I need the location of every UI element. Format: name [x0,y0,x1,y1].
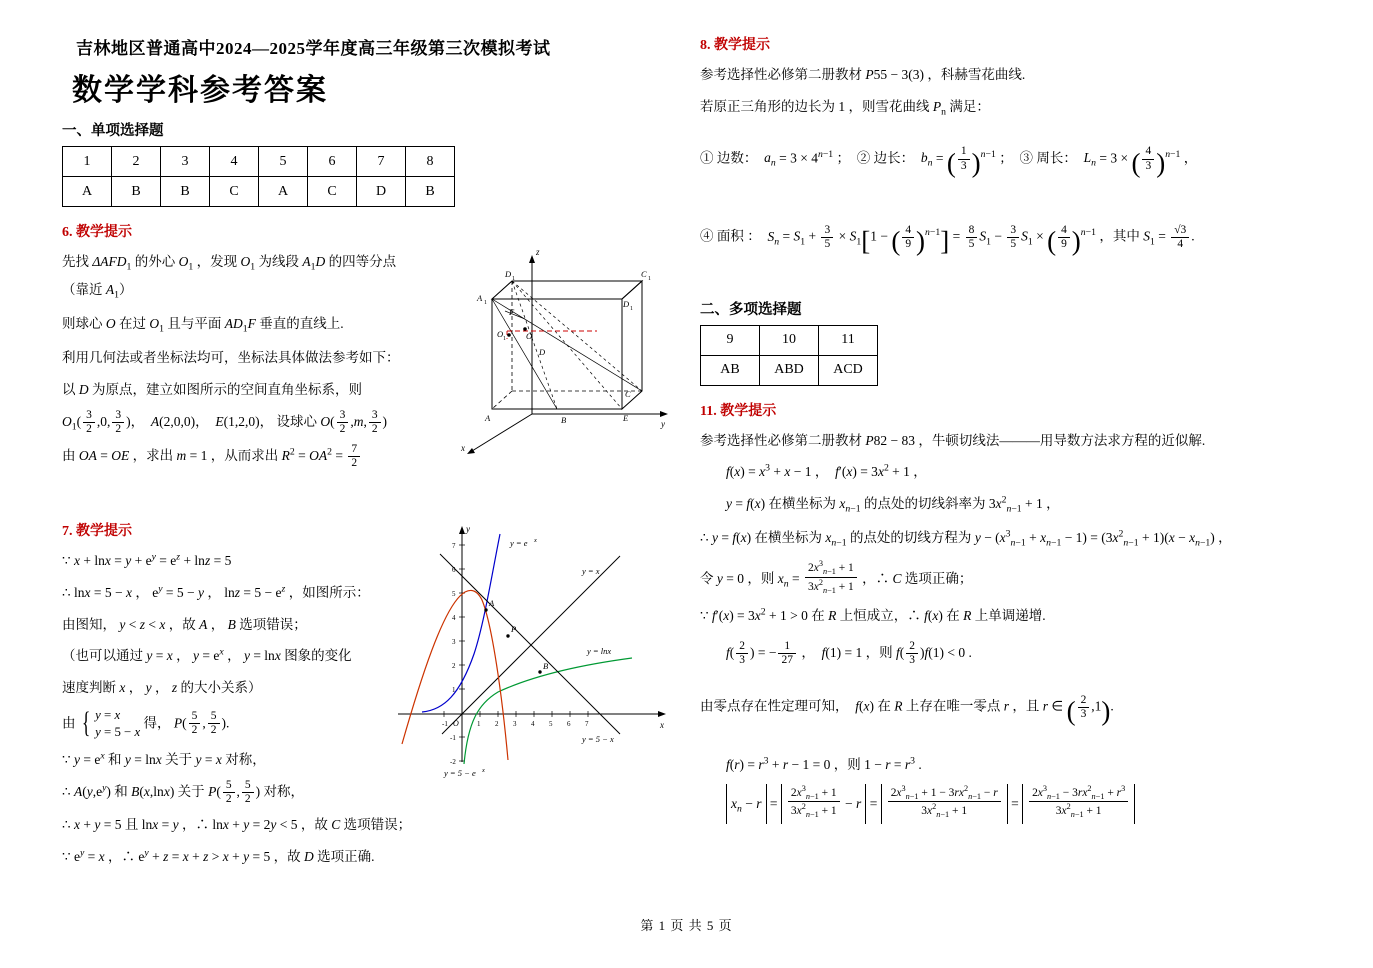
cell-num: 3 [161,147,210,177]
hint-6-line-5: $O_1$( $\frac{3}{2}$ ,0, $\frac{3}{2}$ )， A(2,0,0)， E(1,2,0)， 设球心 O( $\frac{3}{2}$ ,m, $\frac{3}{2}$ ) [62,408,388,435]
svg-text:-1: -1 [450,734,456,742]
svg-text:7: 7 [452,542,456,550]
svg-text:O: O [497,329,504,339]
hint-6-heading: 6. 教学提示 [62,225,132,240]
page-subtitle: 数学学科参考答案 [72,74,328,107]
svg-text:x: x [660,720,664,730]
hint-6-line-2: 则球心 O 在过 $O_1$ 且与平面 $AD_1F$ 垂直的直线上. [62,316,344,335]
svg-text:-2: -2 [450,758,456,766]
cell-num: 5 [259,147,308,177]
cell-ans: C [210,177,259,207]
svg-text:6: 6 [567,720,571,728]
hint-6-line-4: 以 D 为原点，建立如图所示的空间直角坐标系，则 [62,382,362,398]
svg-text:A: A [477,293,483,303]
hint-11-heading: 11. 教学提示 [700,403,777,419]
svg-text:C: C [641,269,647,279]
hint-7-line-6: 由 { y = x y = 5 − x 得， P( $\frac{5}{2}$ , $\frac{5}{2}$ ). [62,706,230,739]
hint-7-line-4: （也可以通过 y = x ， $y = e^x$ ， y = lnx 图象的变化 [62,646,352,664]
cell-num: 11 [819,325,878,355]
hint-8-line-3: ① 边数： $a_n = 3 \times 4^{n-1}$ ； ② 边长： $b_n$ = ( $\frac{1}{3}$ )$^{n-1}$ ； ③ 周长： $L_n = 3$ × ( $\frac{4}{3}$ )$^{n-1}$ ， [700,145,1198,178]
hint-7-line-3: 由图知， y < z < x ，故 A ， B 选项错误； [62,616,307,632]
svg-text:x: x [482,767,485,774]
section-multi-choice-heading: 二、多项选择题 [700,301,802,318]
svg-text:x: x [534,537,537,544]
cell-num: 6 [308,147,357,177]
multi-choice-answer-table [700,325,878,386]
svg-text:5: 5 [452,590,456,598]
cell-ans: AB [701,355,760,385]
table-row [63,147,455,177]
hint-8-line-4: ④ 面积 ： $S_n = S_1$ + $\frac{3}{5}$ × $S_1[1$ − ( $\frac{4}{9}$ )$^{n-1}$] = $\frac{8}{5}$ $S_1$ − $\frac{3}{5}$ $S_1$ × ( $\frac{4}{9}$ )$^{n-1}$ ，其中 $S_1$ = $\frac{√3}{4}$ . [700,223,1195,256]
single-choice-answer-table [62,146,455,207]
svg-text:1: 1 [477,720,481,728]
function-graph-diagram [382,514,682,784]
svg-text:A: A [489,598,495,608]
svg-text:5: 5 [549,720,553,728]
hint-11-line-6: ∵ $f'(x) = 3x^2 + 1 > 0$ 在 R 上恒成立，∴ f(x) 在 R 上单调递增. [700,606,1046,624]
cell-num: 1 [63,147,112,177]
svg-text:x: x [461,443,465,453]
table-row [701,355,878,385]
svg-text:D: D [623,299,630,309]
hint-11-line-4: ∴ y = f(x) 在横坐标为 $x_{n-1}$ 的点处的切线方程为 $y - (x^3_{n-1} + x_{n-1} - 1) = (3x^2_{n-1} + 1)(x - x_{n-1})$ ， [700,528,1232,549]
section-single-choice-heading: 一、单项选择题 [62,123,164,139]
svg-text:A: A [485,413,491,423]
svg-text:y = 5 − x: y = 5 − x [582,734,614,744]
svg-text:D: D [539,347,546,357]
table-row [63,177,455,207]
cell-ans: A [259,177,308,207]
svg-text:1: 1 [630,306,633,312]
hint-11-line-7: f( $\frac{2}{3}$ ) = − $\frac{1}{27}$ ， f(1) = 1 ，则 f( $\frac{2}{3}$ )f(1) < 0 . [726,639,972,667]
svg-text:6: 6 [452,566,456,574]
cube-diagram [437,239,682,459]
hint-7-line-10: ∵ $e^y = x$ ，∴ $e^y + z = x + z > x + y = 5$ ，故 D 选项正确. [62,847,375,864]
svg-text:E: E [623,413,629,423]
hint-7-line-1: ∵ $x + \ln x = y + e^y = e^z + \ln z = 5$ [62,551,232,569]
svg-text:C: C [625,389,631,399]
hint-11-line-3: y = f(x) 在横坐标为 $x_{n-1}$ 的点处的切线斜率为 $3x^2_{n-1} + 1$ ， [726,494,1060,515]
cell-num: 9 [701,325,760,355]
svg-text:2: 2 [452,662,456,670]
hint-7-heading: 7. 教学提示 [62,524,132,540]
svg-text:P: P [511,624,517,634]
svg-text:4: 4 [531,720,535,728]
hint-6-line-6: 由 OA = OE ，求出 m = 1 ，从而求出 $R^2 = OA^2$ = $\frac{7}{2}$ [62,443,422,470]
hint-8-line-2: 若原正三角形的边长为 1 ，则雪花曲线 $P_n$ 满足： [700,98,990,118]
svg-text:1: 1 [484,300,487,306]
svg-text:y = x: y = x [582,566,600,576]
svg-text:2: 2 [495,720,499,728]
svg-text:y: y [661,419,665,429]
svg-text:y = e: y = e [510,538,528,548]
hint-8-line-1: 参考选择性必修第二册教材 P55 − 3(3) ，科赫雪花曲线. [700,67,1026,82]
cell-ans: B [161,177,210,207]
hint-7-line-2: ∴ lnx = 5 − x ， $e^y = 5 - y$ ， $\ln z = 5 - e^z$ ，如图所示： [62,583,370,600]
svg-text:y = lnx: y = lnx [587,646,612,656]
hint-11-line-1: 参考选择性必修第二册教材 P82 − 83 ，牛顿切线法———用导数方法求方程的近似解. [700,432,1206,448]
svg-text:3: 3 [513,720,517,728]
cell-num: 7 [357,147,406,177]
svg-text:3: 3 [452,638,456,646]
right-column [700,34,1320,830]
cell-num: 10 [760,325,819,355]
hint-7-line-7: ∵ $y = e^x$ 和 y = lnx 关于 y = x 对称， [62,750,266,768]
left-column [62,34,682,876]
cell-num: 4 [210,147,259,177]
cell-num: 8 [406,147,455,177]
hint-7-line-9: ∴ x + y = 5 且 lnx = y ，∴ lnx + y = 2y < 5 ，故 C 选项错误； [62,817,412,833]
hint-8-heading: 8. 教学提示 [700,38,770,53]
cell-ans: C [308,177,357,207]
cell-ans: B [112,177,161,207]
page-footer: 第 1 页 共 5 页 [640,918,733,933]
svg-text:D: D [505,269,512,279]
hint-7-line-8: ∴ $A(y,e^y)$ 和 B(x,lnx) 关于 P( $\frac{5}{2}$ , $\frac{5}{2}$ ) 对称， [62,778,305,806]
cell-ans: D [357,177,406,207]
hint-11-line-5: 令 y = 0 ，则 $x_n$ = $\frac{2x^3_{n-1} + 1}{3x^2_{n-1} + 1}$ ，∴ C 选项正确； [700,559,973,595]
hint-11-line-2: $f(x) = x^3 + x - 1$ ， $f'(x) = 3x^2 + 1$ ， [726,462,927,480]
svg-text:z: z [536,247,540,257]
svg-text:y = 5 − e: y = 5 − e [444,768,476,778]
svg-text:O: O [526,331,533,341]
cell-ans: A [63,177,112,207]
hint-6-line-1: 先找 $\Delta AFD_1$ 的外心 $O_1$ ，发现 $O_1$ 为线段 $A_1D$ 的四等分点（靠近 $A_1$） [62,254,397,301]
cell-ans: ABD [760,355,819,385]
svg-text:4: 4 [452,614,456,622]
svg-text:7: 7 [585,720,589,728]
svg-text:O: O [453,719,459,728]
svg-text:B: B [561,415,567,425]
cell-ans: ACD [819,355,878,385]
hint-11-line-8: 由零点存在性定理可知， f(x) 在 R 上存在唯一零点 r ，且 r ∈ ( $\frac{2}{3}$ ,1). [700,693,1114,726]
svg-text:-1: -1 [442,720,448,728]
svg-text:1: 1 [648,276,651,282]
hint-7-line-5: 速度判断 x ， y ， z 的大小关系） [62,679,262,695]
hint-11-line-9: $f(r) = r^3 + r - 1 = 0$ ，则 $1 - r = r^3$ . [726,755,922,773]
cell-ans: B [406,177,455,207]
table-row [701,325,878,355]
hint-11-line-10: $x_n - r$ = $\frac{2x^3_{n-1} + 1}{3x^2_{n-1} + 1}$ − r = $\frac{2x^3_{n-1} + 1 - 3rx^2_{n-1} - r}{3x^2_{n-1} + 1}$ = $\frac{2x^3_{n-1} - 3rx^2_{n-1} + r^3}{3x^2_{n-1} + 1}$ [726,784,1320,825]
cell-num: 2 [112,147,161,177]
hint-6-line-3: 利用几何法或者坐标法均可，坐标法具体做法参考如下： [62,350,400,366]
page-title: 吉林地区普通高中2024—2025学年度高三年级第三次模拟考试 [76,39,551,58]
svg-text:y: y [466,524,470,534]
svg-text:F: F [509,307,515,317]
svg-text:1: 1 [452,686,456,694]
svg-text:B: B [543,661,549,671]
svg-text:1: 1 [512,276,515,282]
svg-text:1: 1 [503,336,506,342]
